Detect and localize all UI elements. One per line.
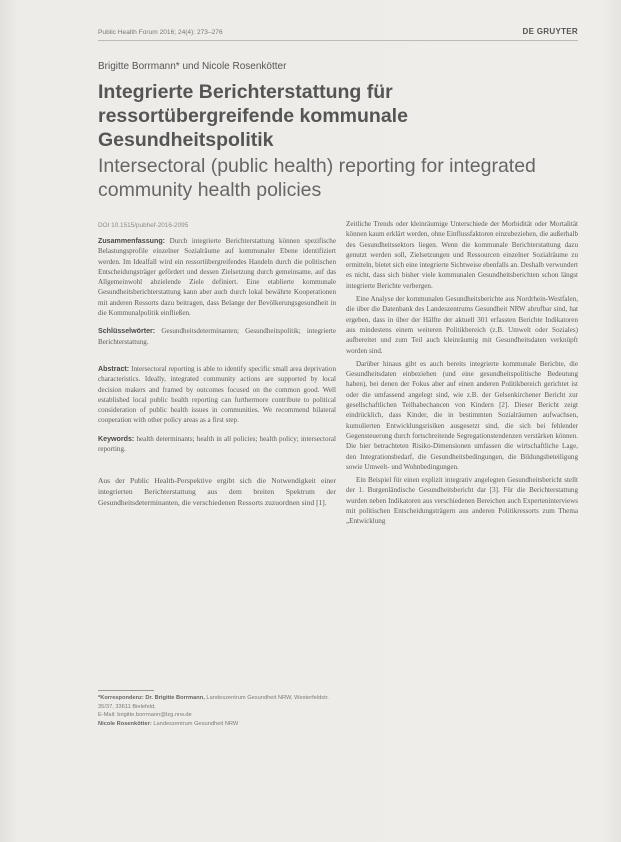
- correspondence-label: *Korrespondenz: Dr. Brigitte Borrmann,: [98, 695, 205, 701]
- keywords-text: health determinants; health in all policies; health policy; intersectoral reporting.: [98, 434, 336, 454]
- body-paragraph-4: Ein Beispiel für einen explizit integrativ angelegten Gesundheitsbericht stellt der 1. Burgenländische Gesundheitsbericht dar [3]. Für die Berichterstattung wurden neben Indikatoren aus verschiedenen Bereichen auch Experteninterviews mit politischen Entscheidungsträgern aus anderen Politikressorts zum Thema „Entwicklung: [346, 476, 578, 526]
- coauthor-name: Nicole Rosenkötter:: [98, 720, 152, 727]
- right-column: [346, 219, 578, 530]
- correspondence-email: E-Mail: brigitte.borrmann@lzg.nrw.de: [98, 712, 192, 719]
- schluesselwoerter-text: Gesundheitsdeterminanten; Gesundheitspolitik; integrierte Berichterstattung.: [98, 327, 336, 346]
- body-paragraph-1: Zeitliche Trends oder kleinräumige Unterschiede der Morbidität oder Mortalität können kaum erklärt werden, ohne Einflussfaktoren einzubeziehen, die außerhalb des Gesundheitssektors liegen. Wenn die kommunale Berichterstattung dazu genutzt werden soll, Zielsetzungen und Ressourcen einzelner Sozialräume zu ermitteln, bietet sich eine integrierte Sichtweise ebenfalls an. Deshalb verwundert es nicht, dass sich bisher viele kommunalen Gesundheitsberichten schon längst integrierte Berichte verbergen.: [346, 220, 578, 290]
- keywords-paragraph: [98, 434, 336, 455]
- left-column: [98, 236, 336, 511]
- abstract-label: Abstract:: [98, 364, 130, 373]
- correspondence-affiliation: Landeszentrum Gesundheit NRW, Westerfeldstr. 35/37, 33611 Bielefeld,: [98, 695, 329, 710]
- body-paragraph-3: Darüber hinaus gibt es auch bereits integrierte kommunale Berichte, die Gesundheitsdaten einbeziehen (und eine gesundheitspolitische Bedeutung haben), bei denen der Fokus aber auf einen anderen Politikbereich gerichtet ist oder die umfassend angelegt sind, wie z.B. der Gelsenkirchener Bericht zur gesellschaftlichen Teilhabechancen von Kindern [2]. Dieser Bericht zeigt eindrücklich, dass Kinder, die in bestimmten Sozialräumen aufwachsen, kumulierten Entwicklungsrisiken ausgesetzt sind, die sich bei fehlender Gegensteuerung durch fortschreitende Segregationstendenzen verstärken können. Die hier betrachteten Risiko-Dimensionen umfassen die wirtschaftliche Lage, den Integrationsbedarf, die Gesundheitsbedingungen, die Bildungsbeteiligung sowie Umwelt- und Wohnbedingungen.: [346, 359, 578, 471]
- correspondence-footnote: [98, 694, 336, 728]
- zusammenfassung-label: Zusammenfassung:: [98, 237, 166, 245]
- keywords-label: Keywords:: [98, 434, 135, 443]
- schluesselwoerter-paragraph: [98, 326, 336, 347]
- title-german: Integrierte Berichterstattung für ressortübergreifende kommunale Gesundheitspolitik: [98, 81, 408, 151]
- author-line: Brigitte Borrmann* und Nicole Rosenkötter: [98, 61, 287, 72]
- running-head: [98, 27, 578, 39]
- zusammenfassung-text: Durch integrierte Berichterstattung können spezifische Belastungsprofile einzelner Sozialräume auf kommunaler Ebene identifiziert werden. Im Idealfall wird ein ressortübergreifendes Handeln durch die politischen Entscheidungsträger gefördert und dessen Zielsetzung durch gemeinsame, auf das Allgemeinwohl abzielende Ziele definiert. Eine etablierte kommunale Gesundheitsberichterstattung kann aber auch durch lokal bewährte Kooperationen mit anderen Ressorts dazu beitragen, dass Belange der Bevölkerungsgesundheit in die Kommunalpolitik einfließen.: [98, 237, 336, 318]
- header-divider: [98, 40, 578, 41]
- schluesselwoerter-label: Schlüsselwörter:: [98, 327, 156, 336]
- publisher-logo: DE GRUYTER: [522, 27, 578, 36]
- zusammenfassung-paragraph: [98, 236, 336, 318]
- abstract-text: Intersectoral reporting is able to identify specific small area deprivation characteristics. Ideally, integrated community actions are supported by local decision makers and framed by outcomes focused on the common good. Well established local public health reporting can furthermore contribute to political consideration of public health issues in communities. We recommend bilateral cooperation with other policy areas as a first step.: [98, 364, 336, 425]
- intro-paragraph: Aus der Public Health-Perspektive ergibt sich die Notwendigkeit einer integrierten Berichterstattung aus dem breiten Spektrum der Gesundheitsdeterminanten, die verschiedenen Ressorts zuzuordnen sind [1].: [98, 476, 336, 508]
- body-paragraph-2: Eine Analyse der kommunalen Gesundheitsberichte aus Nordrhein-Westfalen, die über die Datenbank des Landeszentrums Gesundheit NRW abrufbar sind, hat ergeben, dass in über der Hälfte der aktuell 301 erfassten Berichte Indikatoren aus mindestens einem weiteren Politikbereich (z.B. Umwelt oder Soziales) aufbereitet und zum Teil auch kleinräumig mit Gesundheitsdaten verknüpft worden sind.: [346, 295, 578, 355]
- footnote-divider: [98, 690, 154, 691]
- title-english: Intersectoral (public health) reporting for integrated community health policies: [98, 155, 536, 201]
- abstract-paragraph: [98, 364, 336, 426]
- coauthor-affiliation: Landeszentrum Gesundheit NRW: [153, 720, 239, 727]
- journal-citation: Public Health Forum 2016; 24(4): 273–276: [98, 29, 223, 36]
- doi-line: DOI 10.1515/pubhef-2016-2095: [98, 222, 189, 229]
